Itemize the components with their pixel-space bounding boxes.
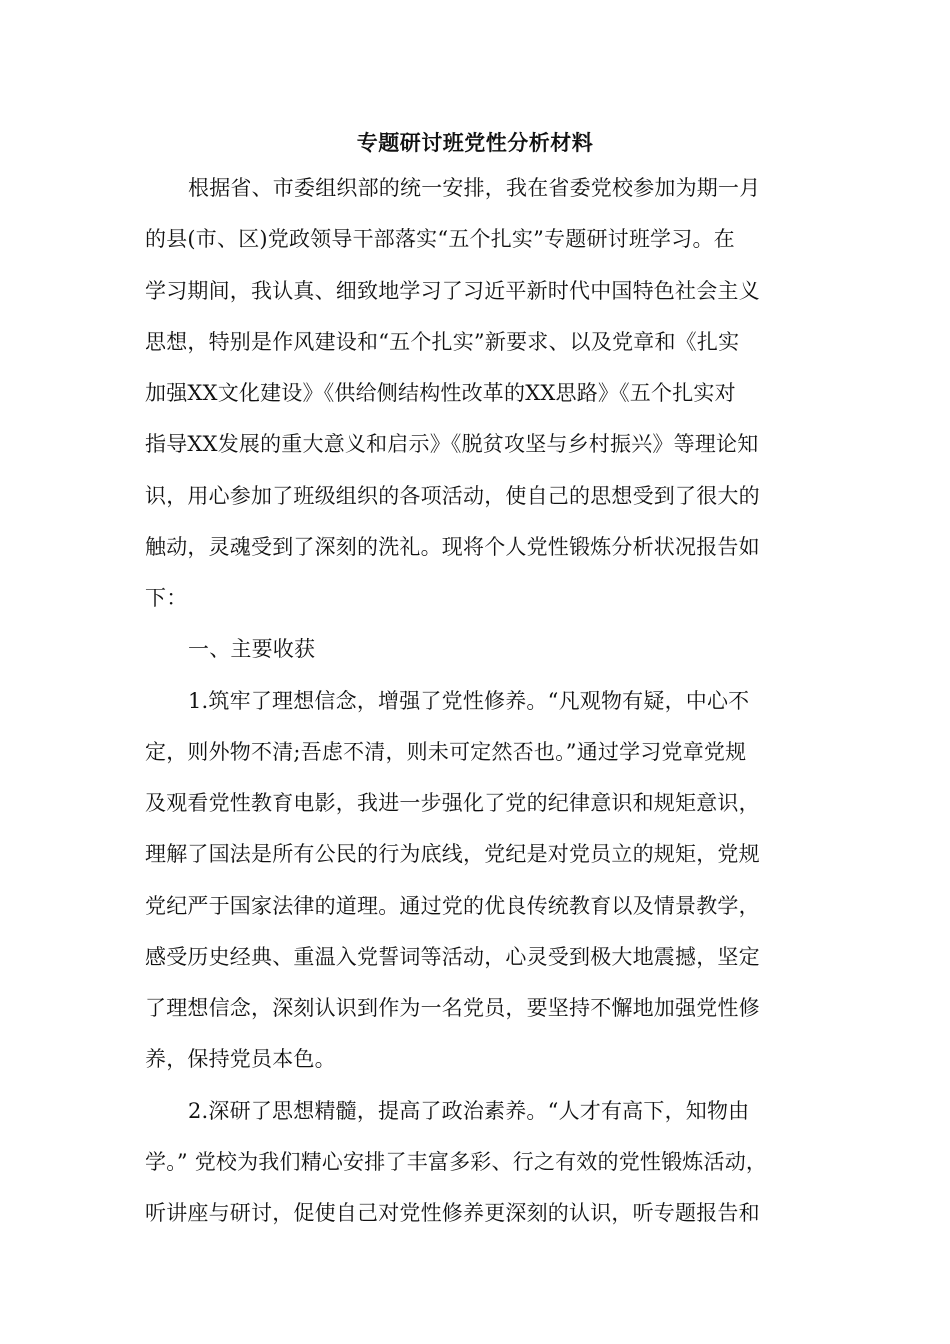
paragraph-line: 养，保持党员本色。 <box>145 1047 336 1071</box>
paragraph-line: 及观看党性教育电影，我进一步强化了党的纪律意识和规矩意识， <box>145 791 760 815</box>
paragraph-line: 1.筑牢了理想信念，增强了党性修养。“凡观物有疑，中心不 <box>188 689 750 713</box>
paragraph-line: 听讲座与研讨，促使自己对党性修养更深刻的认识，听专题报告和 <box>145 1201 760 1225</box>
paragraph-line: 下： <box>145 586 188 610</box>
paragraph-line: 定，则外物不清;吾虑不清，则未可定然否也。”通过学习党章党规 <box>145 740 747 764</box>
paragraph-line: 的县(市、区)党政领导干部落实“五个扎实”专题研讨班学习。在 <box>145 227 735 251</box>
paragraph-line: 2.深研了思想精髓，提高了政治素养。“人才有高下，知物由 <box>188 1099 750 1123</box>
paragraph-line: 思想，特别是作风建设和“五个扎实”新要求、以及党章和《扎实 <box>145 330 740 354</box>
paragraph-line: 感受历史经典、重温入党誓词等活动，心灵受到极大地震撼，坚定 <box>145 945 760 969</box>
paragraph-line: 学。” 党校为我们精心安排了丰富多彩、行之有效的党性锻炼活动， <box>145 1150 768 1174</box>
paragraph-line: 理解了国法是所有公民的行为底线，党纪是对党员立的规矩，党规 <box>145 842 760 866</box>
paragraph-line: 触动，灵魂受到了深刻的洗礼。现将个人党性锻炼分析状况报告如 <box>145 535 760 559</box>
paragraph-line: 根据省、市委组织部的统一安排，我在省委党校参加为期一月 <box>188 176 761 200</box>
document-title: 专题研讨班党性分析材料 <box>356 130 594 155</box>
paragraph-line: 了理想信念，深刻认识到作为一名党员，要坚持不懈地加强党性修 <box>145 996 760 1020</box>
paragraph-line: 党纪严于国家法律的道理。通过党的优良传统教育以及情景教学， <box>145 894 760 918</box>
paragraph-line: 指导XX发展的重大意义和启示》《脱贫攻坚与乡村振兴》等理论知 <box>145 432 759 456</box>
paragraph-line: 学习期间，我认真、细致地学习了习近平新时代中国特色社会主义 <box>145 279 760 303</box>
paragraph-line: 识，用心参加了班级组织的各项活动，使自己的思想受到了很大的 <box>145 484 760 508</box>
section-heading: 一、主要收获 <box>188 637 316 661</box>
paragraph-line: 加强XX文化建设》《供给侧结构性改革的XX思路》《五个扎实对 <box>145 381 736 405</box>
